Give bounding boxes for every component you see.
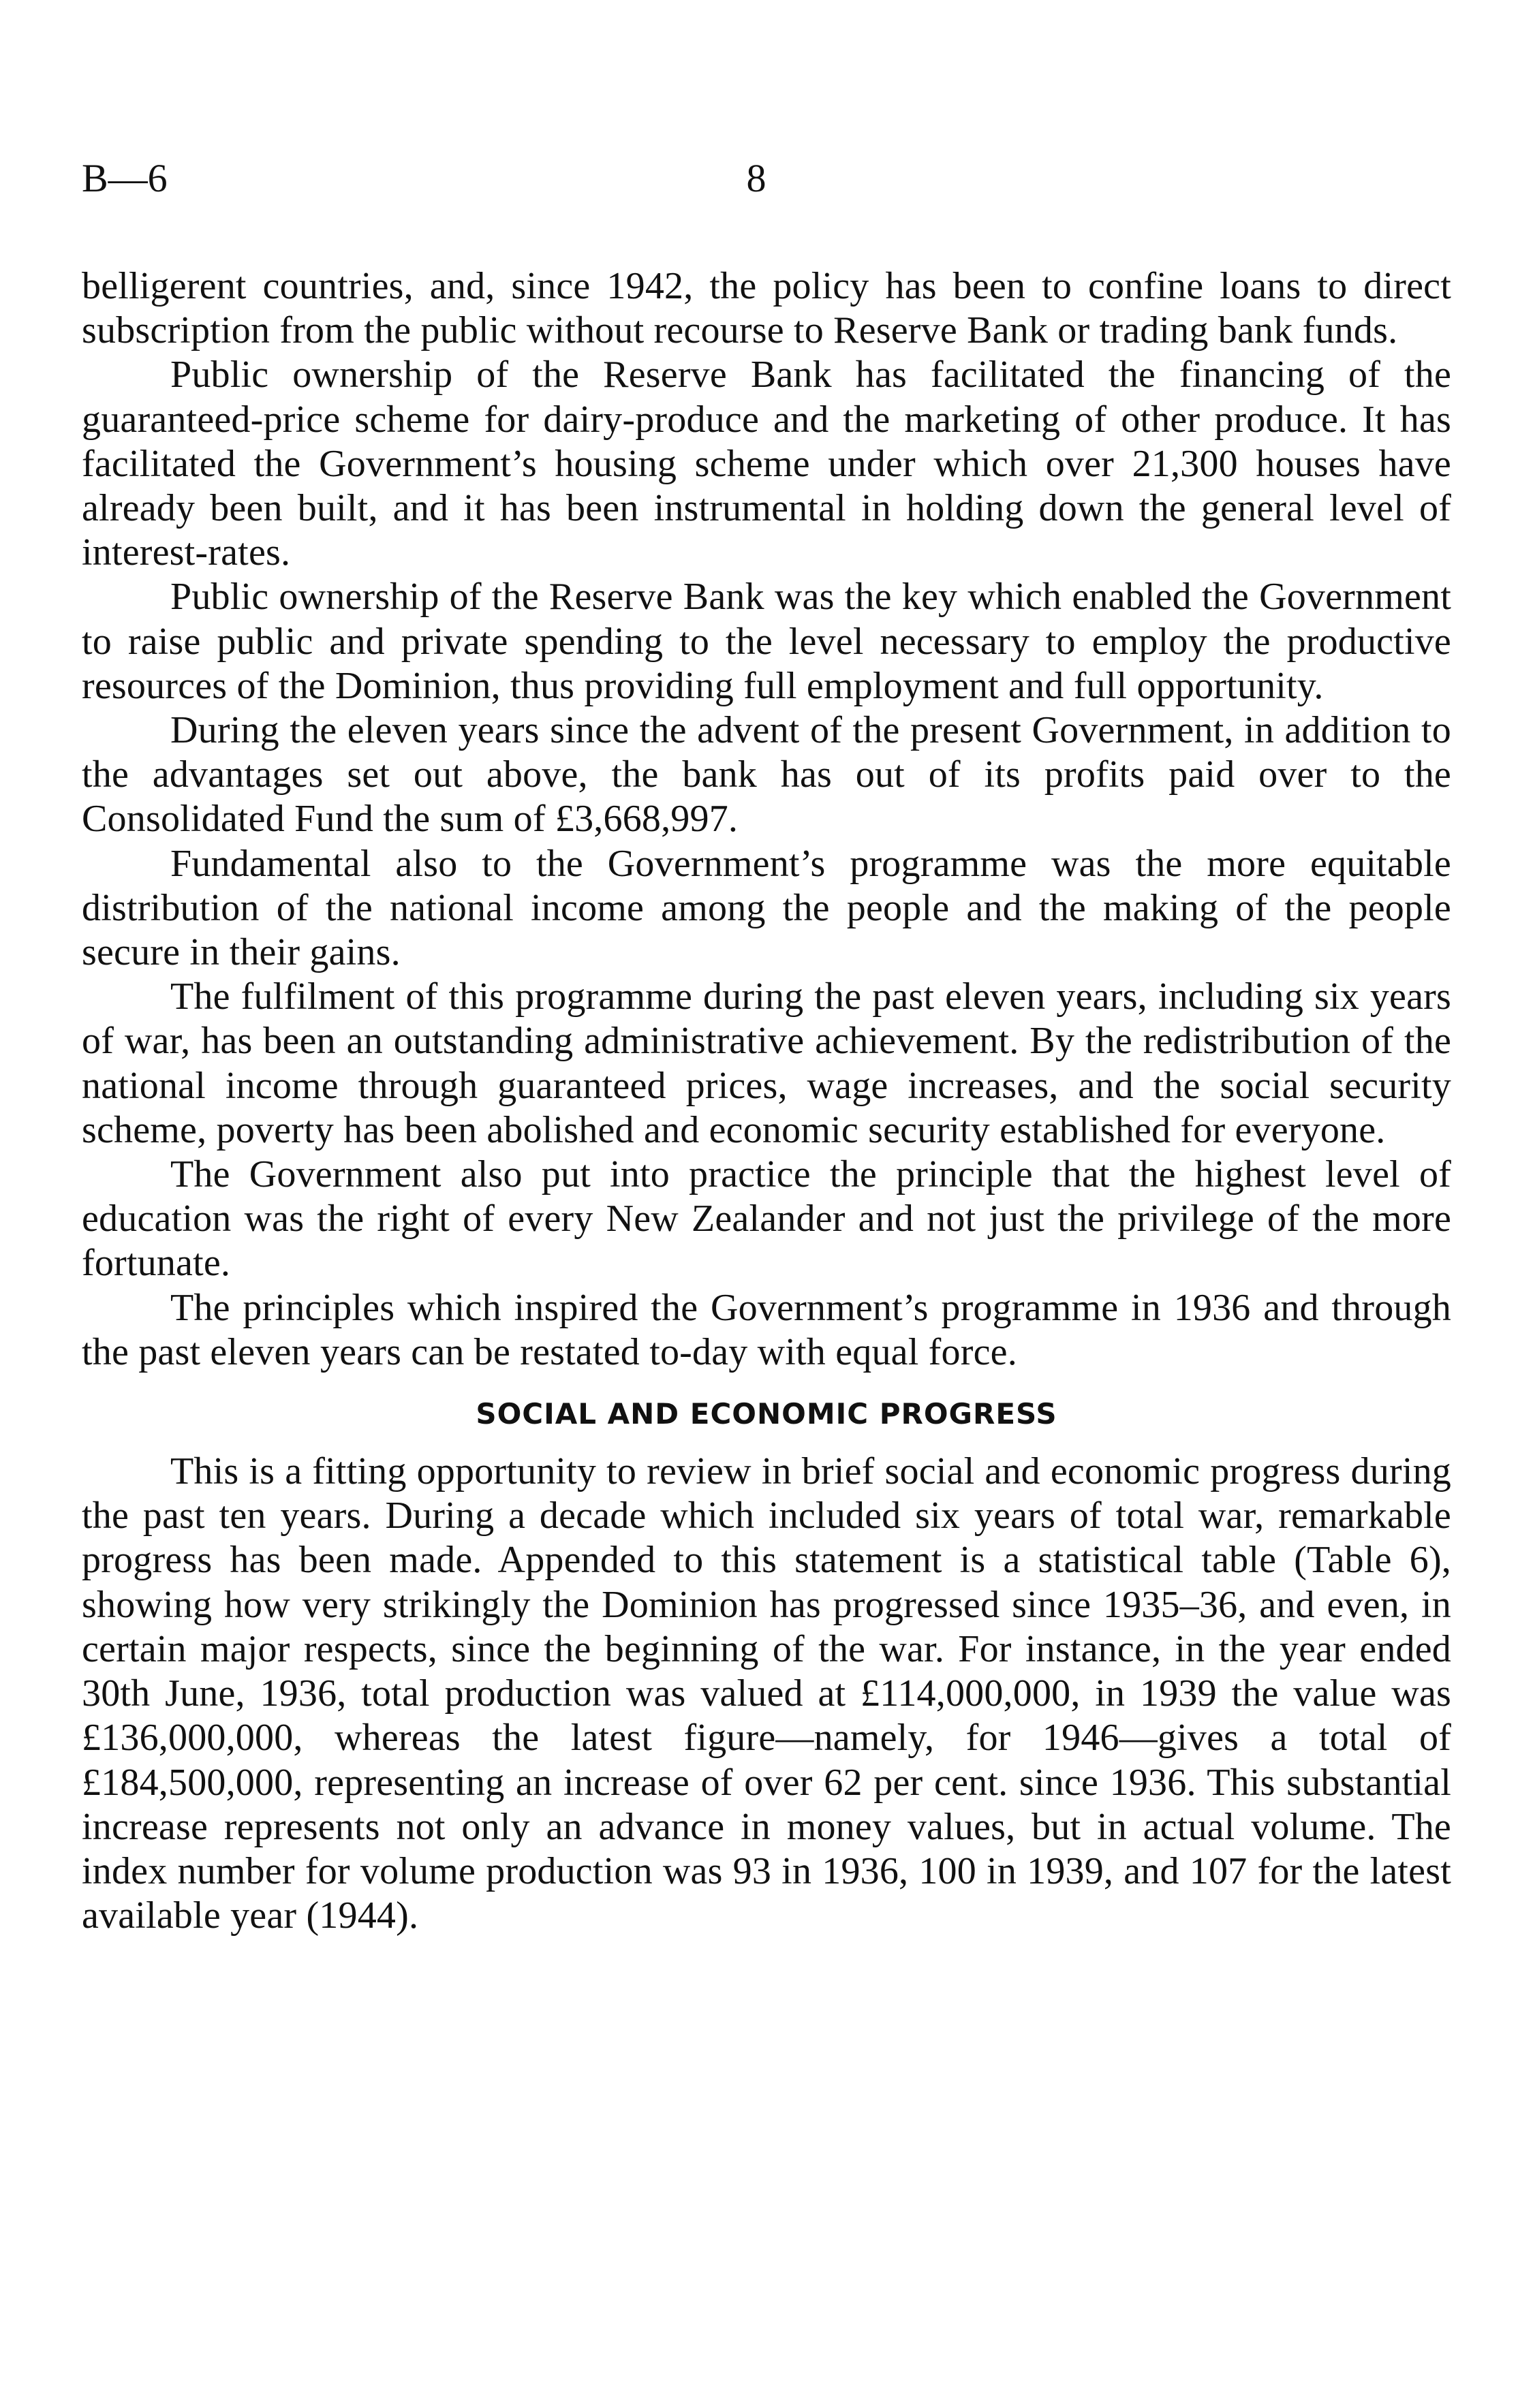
paragraph-reserve-bank-financing: Public ownership of the Reserve Bank has facilitated the financing of the guaranteed-price scheme for dairy-produce and the marketing of other produce. It has facilitated the Government’s housing scheme under which over 21,300 houses have already been built, and it has been instrumental in holding down the general level of interest-rates. bbox=[82, 354, 1451, 574]
paragraph-fulfilment: The fulfilment of this programme during the past eleven years, including six years of war, has been an outstanding administrative achievement. By the redistribution of the national income through guaranteed prices, wage increases, and the social security scheme, poverty has been abolished and economic security established for everyone. bbox=[82, 975, 1451, 1151]
paragraph-progress-review: This is a fitting opportunity to review in brief social and economic progress during the past ten years. During a decade which included six years of total war, remarkable progress has been made. Appended to this statement is a statistical table (Table 6), showing how very strikingly the Dominion has progressed since 1935–36, and even, in certain major respects, since the beginning of the war. For instance, in the year ended 30th June, 1936, total production was valued at £114,000,000, in 1939 the value was £136,000,000, whereas the latest figure—namely, for 1946—gives a total of £184,500,000, representing an increase of over 62 per cent. since 1936. This substantial increase represents not only an advance in money values, but in actual volume. The index number for volume production was 93 in 1936, 100 in 1939, and 107 for the latest available year (1944). bbox=[82, 1450, 1451, 1937]
paragraph-principles: The principles which inspired the Government’s programme in 1936 and through the past eleven years can be restated to-day with equal force. bbox=[82, 1286, 1451, 1373]
paragraph-equitable-distribution: Fundamental also to the Government’s programme was the more equitable distribution of the national income among the people and the making of the people secure in their gains. bbox=[82, 842, 1451, 974]
document-reference: B—6 bbox=[82, 156, 168, 200]
paragraph-reserve-bank-key: Public ownership of the Reserve Bank was the key which enabled the Government to raise public and private spending to the level necessary to employ the productive resources of the Dominion, thus providing full employment and full opportunity. bbox=[82, 576, 1451, 707]
paragraph-continued: belligerent countries, and, since 1942, the policy has been to confine loans to direct subscription from the public without recourse to Reserve Bank or trading bank funds. bbox=[82, 265, 1451, 352]
section-heading: SOCIAL AND ECONOMIC PROGRESS bbox=[476, 1397, 1057, 1431]
running-header bbox=[82, 155, 1451, 203]
paragraph-eleven-years-profits: During the eleven years since the advent of the present Government, in addition to the advantages set out above, the bank has out of its profits paid over to the Consolidated Fund the sum of £3,668,997. bbox=[82, 709, 1451, 841]
page-number: 8 bbox=[746, 156, 766, 200]
body-text bbox=[82, 264, 1451, 1938]
paragraph-education: The Government also put into practice the principle that the highest level of education was the right of every New Zealander and not just the privilege of the more fortunate. bbox=[82, 1153, 1451, 1285]
